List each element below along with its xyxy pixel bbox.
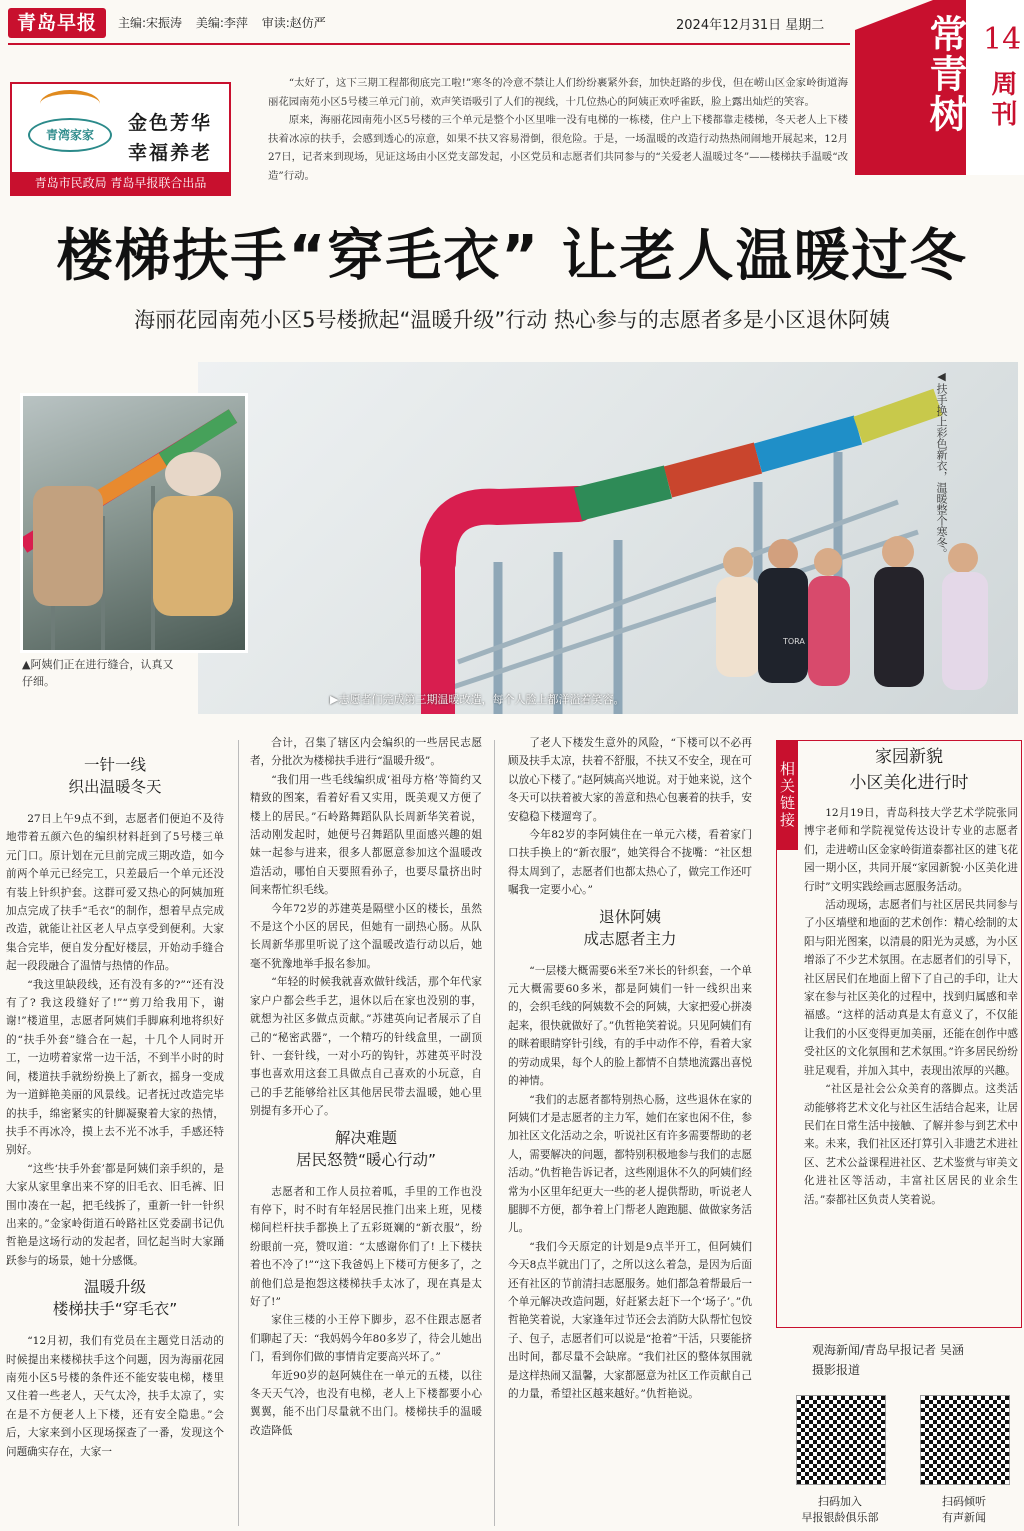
lead-paragraph: “太好了，这下三期工程都彻底完工啦!”寒冬的冷意不禁让人们纷纷裹紧外套，加快赶路的步伐，但在崂山区金家岭街道海丽花园南苑小区5号楼三单元门前，欢声笑语吸引了人们的视线，十几位热心的阿姨正欢呼雀跃，脸上露出灿烂的笑容。 — [268, 77, 848, 108]
lead-paragraphs — [268, 74, 848, 185]
section-heading — [508, 906, 752, 950]
slogan-line-2: 幸福养老 — [128, 142, 213, 164]
column-divider — [238, 740, 239, 1526]
headline: 楼梯扶手“穿毛衣” 让老人温暖过冬 — [56, 224, 968, 289]
section-heading-line1: 一针一线 — [83, 756, 146, 774]
paragraph: “我这里缺段线，还有没有多的?”“还有没有了? 我这段缝好了!”“剪刀给我用下，谢谢!”楼道里，志愿者阿姨们手脚麻利地将织好的“扶手外套”缝合在一起，十几个人同时开工，一边唠着家常一边干活，不到半小时的时间，楼道扶手就纷纷换上了新衣，摇身一变成为一道鲜艳美丽的风景线。记者抚过改造完毕的扶手，绵密紧实的针脚凝聚着大家的热情，扶手不再冰冷，摸上去不光不冰手，手感还特别好。 — [6, 978, 224, 1157]
publisher-bar: 青岛市民政局 青岛早报联合出品 — [10, 172, 231, 194]
subheadline: 海丽花园南苑小区5号楼掀起“温暖升级”行动 热心参与的志愿者多是小区退休阿姨 — [134, 308, 890, 332]
paragraph: 12月19日，青岛科技大学艺术学院张同博宇老师和学院视觉传达设计专业的志愿者们，走进崂山区金家岭街道泰都社区的建飞花园一期小区，共同开展“家园新貌·小区美化进行时”文明实践绘画志愿服务活动。 — [804, 807, 1018, 893]
qr-label-audio — [906, 1494, 1022, 1526]
issue-date: 2024年12月31日 星期二 — [676, 18, 825, 33]
related-link-tab: 相关链接 — [776, 740, 798, 850]
qr-label-line2: 有声新闻 — [942, 1511, 986, 1524]
proofreader-credit: 审读:赵仿严 — [261, 16, 326, 30]
section-heading-line1: 解决难题 — [334, 1128, 397, 1147]
qr-label-line1: 扫码倾听 — [942, 1495, 986, 1508]
paragraph: 志愿者和工作人员拉着呱，手里的工作也没有停下，时不时有年轻居民推门出来上班，见楼梯间栏杆扶手都换上了五彩斑斓的“新衣服”，纷纷眼前一亮，赞叹道：“太感谢你们了! 上下楼扶着也不冷了!”“这下我爸妈上下楼可方便多了，之前他们总是抱怨这楼梯扶手太冰了，现在真是太好了!” — [250, 1185, 482, 1308]
column-divider — [494, 740, 495, 1526]
main-photo — [198, 362, 1018, 714]
paragraph: “年轻的时候我就喜欢做针线活，那个年代家家户户都会些手艺，退休以后在家也没别的事，就想为社区多做点贡献。”苏建英向记者展示了自己的“秘密武器”，一个精巧的针线盒里，一副顶针、一套针线，一对小巧的钩针，苏建英平时没事也喜欢用这套工具做点自己喜欢的小玩意，自己的手艺能够给社区其他居民带去温暖，她心里别提有多开心了。 — [250, 976, 482, 1118]
section-heading-line2: 成志愿者主力 — [583, 929, 677, 948]
paragraph: “我们今天原定的计划是9点半开工，但阿姨们今天8点半就出门了，之所以这么着急，是因为后面还有社区的节前清扫志愿服务。她们都急着帮最后一个单元解决改造问题，好赶紧去赶下一个‘场子’。”仇哲艳笑着说，大家逢年过节还会去消防大队帮忙包饺子、包子，志愿者们可以说是“抢着”干活，只要能挤出时间，都尽量不会缺席。“我们社区的整体氛围就是这样热闹又温馨，大家都愿意为社区工作贡献自己的力量，希望社区越来越好。”仇哲艳说。 — [508, 1240, 752, 1400]
paragraph: 家住三楼的小王停下脚步，忍不住跟志愿者们聊起了天：“我妈妈今年80多岁了，待会儿她出门，看到你们做的事情肯定要高兴坏了。” — [250, 1314, 482, 1364]
section-heading-line2: 楼梯扶手“穿毛衣” — [52, 1300, 178, 1319]
column-name: 常青树 — [923, 14, 967, 134]
swirl-logo-icon — [40, 90, 100, 118]
page-number: 14 — [983, 22, 1022, 57]
slogan-line-1: 金色芳华 — [128, 112, 213, 134]
qr-label-line2: 早报银龄俱乐部 — [801, 1511, 879, 1524]
paragraph: “社区是社会公众美育的落脚点。这类活动能够将艺术文化与社区生活结合起来，让居民们在日常生活中接触、了解并参与到艺术中来。未来，我们社区还打算引入非遗艺术进社区、艺术公益课程进社区、艺术鉴赏与审美文化进社区等活动，丰富社区居民的业余生活。”泰都社区负责人笑着说。 — [804, 1083, 1018, 1206]
section-heading-line1: 退休阿姨 — [598, 907, 661, 926]
paragraph: “我们的志愿者都特别热心肠，这些退休在家的阿姨们才是志愿者的主力军，她们在家也闲不住，参加社区文化活动之余，听说社区有许多需要帮助的老人，需要解决的问题，都特别积极地参与我们的志愿活动。”仇哲艳告诉记者，这些刚退休不久的阿姨们经常为小区里年纪更大一些的老人提供帮助，听说老人腿脚不方便，都争着上门帮老人跑跑腿、做做家务活儿。 — [508, 1093, 752, 1235]
paragraph: “一层楼大概需要6米至7米长的针织套，一个单元大概需要60多米，都是阿姨们一针一线织出来的，会织毛线的阿姨数不会的阿姨，大家把爱心拼凑起来，很快就做好了。”仇哲艳笑着说。只见阿姨们有的眯着眼睛穿针引线，有的手中动作不停，看着大家的劳动成果，每个人的脸上都情不自禁地流露出喜悦的神情。 — [508, 964, 752, 1088]
paragraph: 了老人下楼发生意外的风险，“下楼可以不必再顾及扶手太凉，扶着不舒服，不扶又不安全，现在可以放心下楼了。”赵阿姨高兴地说。对于她来说，这个冬天可以扶着被大家的善意和热心包裹着的扶手，安安稳稳下楼遛弯了。 — [508, 737, 752, 823]
paragraph: “12月初，我们有党员在主题党日活动的时候提出来楼梯扶手这个问题，因为海丽花园南苑小区5号楼的条件还不能安装电梯，楼里又住着一些老人，天气太冷，扶手太凉了，实在是不方便老人上下楼，还有安全隐患。”会后，大家来到小区现场探查了一番，发现这个问题确实存在，大家一 — [6, 1335, 224, 1458]
related-title-line1: 家园新貌 — [875, 747, 943, 767]
qr-code-audio[interactable] — [920, 1395, 1010, 1485]
handrail-group-photo — [198, 362, 1018, 714]
article-column-1 — [6, 748, 224, 1526]
sewing-photo — [23, 396, 245, 650]
column-badge: 青湾家家 — [28, 118, 112, 152]
periodical-label: 周刊 — [987, 70, 1017, 130]
right-photo-caption: ◀扶手换上彩色新衣，温暖整个寒冬。 — [935, 370, 948, 559]
byline — [812, 1340, 964, 1380]
section-heading-line2: 居民怒赞“暖心行动” — [295, 1150, 437, 1169]
newspaper-logo: 青岛早报 — [8, 8, 106, 38]
art-editor-credit: 美编:李萍 — [195, 16, 248, 30]
byline-photo: 摄影报道 — [812, 1363, 861, 1377]
byline-reporter: 观海新闻/青岛早报记者 吴涵 — [812, 1343, 964, 1357]
article-column-3 — [508, 734, 752, 1526]
jacket-badge-text: TORA — [783, 637, 805, 646]
paragraph: 27日上午9点不到，志愿者们便迫不及待地带着五颜六色的编织材料赶到了5号楼三单元门口。原计划在元旦前完成三期改造，如今前两个单元已经完工，只差最后一个单元还没有装上针织护套。这群可爱又热心的阿姨加班加点完成了扶手“毛衣”的制作，想着早点完成改造，就能让社区老人早点享受到便利。大家集合完毕，便自发分配好楼层，开始动手缝合起一段段融合了温情与热情的作品。 — [6, 813, 224, 973]
editor-credit: 主编:宋振涛 — [118, 16, 183, 30]
paragraph: 今年82岁的李阿姨住在一单元六楼，看着家门口扶手换上的“新衣服”，她笑得合不拢嘴：“社区想得太周到了，志愿者们也都太热心了，做完工作还叮嘱我一定要小心。” — [508, 829, 752, 897]
paragraph: 年近90岁的赵阿姨住在一单元的五楼，以往冬天天气冷，也没有电梯，老人上下楼都要小心翼翼，能不出门尽量就不出门。楼梯扶手的温暖改造降低 — [250, 1369, 482, 1437]
left-photo — [20, 393, 248, 653]
paragraph: 合计，召集了辖区内会编织的一些居民志愿者，分批次为楼梯扶手进行“温暖升级”。 — [250, 737, 482, 768]
section-heading — [250, 1127, 482, 1171]
paragraph: 今年72岁的苏建英是隔壁小区的楼长，虽然不是这个小区的居民，但她有一副热心肠。从队长周新华那里听说了这个温暖改造行动以后，她毫不犹豫地举手报名参加。 — [250, 902, 482, 970]
qr-label-club — [782, 1494, 898, 1526]
paragraph: “我们用一些毛线编织成‘祖母方格’等简约又精致的图案，看着好看又实用，既美观又方便了楼上的居民。”石岭路舞蹈队队长周新华笑着说，活动刚发起时，她便号召舞蹈队里面感兴趣的姐妹一起参与进来，很多人都愿意参加这个温暖改造活动，哪怕自天要照看孙子，也要尽量挤出时间来帮忙织毛线。 — [250, 773, 482, 897]
lead-paragraph: 原来，海丽花园南苑小区5号楼的三个单元是整个小区里唯一没有电梯的一栋楼，住户上下楼都靠走楼梯，冬天老人上下楼扶着冰凉的扶手，会感到透心的凉意，如果不扶又容易滑倒，很危险。于是，一场温暖的改造行动热热闹闹地开展起来，12月27日，记者来到现场，见证这场由小区党支部发起，小区党员和志愿者们共同参与的“关爱老人温暖过冬”——楼梯扶手温暖“改造”行动。 — [268, 114, 848, 182]
related-article — [804, 804, 1018, 1324]
article-column-2 — [250, 734, 482, 1526]
related-title-line2: 小区美化进行时 — [849, 773, 969, 793]
left-photo-caption: ▲阿姨们正在进行缝合，认真又仔细。 — [22, 658, 174, 688]
credits — [118, 14, 336, 31]
paragraph: “这些‘扶手外套’都是阿姨们亲手织的，是大家从家里拿出来不穿的旧毛衣、旧毛裤、旧围巾凑在一起，把毛线拆了，重新一针一针织出来的。”金家岭街道石岭路社区党委副书记仇哲艳是这场行动的发起者，回忆起当时大家踊跃参与的场景，她十分感慨。 — [6, 1162, 224, 1267]
related-title — [800, 744, 1018, 796]
section-heading — [6, 754, 224, 798]
qr-label-line1: 扫码加入 — [818, 1495, 862, 1508]
main-photo-caption: ▶志愿者们完成第三期温暖改造，每个人脸上都洋溢着笑容。 — [330, 693, 625, 706]
header-rule — [8, 43, 850, 45]
section-heading-line2: 织出温暖冬天 — [68, 778, 162, 796]
paragraph: 活动现场，志愿者们与社区居民共同参与了小区墙壁和地面的艺术创作：精心绘制的太阳与阳光图案，以清晨的阳光为灵感，为小区增添了不少艺术氛围。在志愿者们的引导下，社区居民们在地面上留下了自己的手印，让大家在参与社区美化的过程中，找到归属感和幸福感。“这样的活动真是太有意义了，不仅能让我们的小区变得更加美丽，还能在创作中感受社区的文化氛围和艺术氛围。”许多居民纷纷驻足观看，并加入其中，表现出浓厚的兴趣。 — [804, 899, 1018, 1077]
section-heading — [6, 1276, 224, 1320]
qr-code-club[interactable] — [796, 1395, 886, 1485]
section-heading-line1: 温暖升级 — [83, 1278, 146, 1297]
